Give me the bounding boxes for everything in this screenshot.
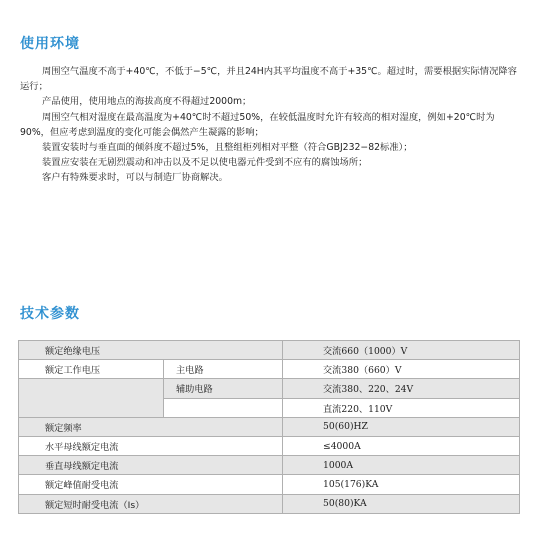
param-value: 交流660（1000）V [283, 341, 520, 360]
param-value: 50(60)HZ [283, 417, 520, 436]
param-value: 50(80)KA [283, 494, 520, 513]
section-title-environment: 使用环境 [20, 36, 80, 52]
param-value: 1000A [283, 456, 520, 475]
table-row [19, 436, 520, 455]
param-value: 直流220、110V [283, 398, 520, 417]
param-value: 105(176)KA [283, 475, 520, 494]
param-sublabel: 辅助电路 [164, 379, 283, 398]
section-title-tech-params: 技术参数 [20, 306, 80, 322]
param-sublabel-empty [164, 398, 283, 417]
param-label: 额定频率 [19, 417, 283, 436]
param-label: 额定短时耐受电流（Is） [19, 494, 283, 513]
param-label: 额定工作电压 [19, 360, 164, 379]
param-value: 交流380、220、24V [283, 379, 520, 398]
table-row [19, 456, 520, 475]
table-row [19, 360, 520, 379]
env-paragraph: 周围空气相对湿度在最高温度为+40℃时不超过50%，在较低温度时允许有较高的相对湿度，例如+20℃时为90%，但应考虑到温度的变化可能会偶然产生凝露的影响； [20, 111, 495, 138]
table-row [19, 341, 520, 360]
param-label: 垂直母线额定电流 [19, 456, 283, 475]
param-label: 水平母线额定电流 [19, 436, 283, 455]
table-row [19, 379, 520, 398]
env-paragraph: 客户有特殊要求时，可以与制造厂协商解决。 [42, 172, 228, 184]
param-sublabel: 主电路 [164, 360, 283, 379]
env-paragraph: 装置安装时与垂直面的倾斜度不超过5%，且整组柜列相对平整（符合GBJ232−82标准）； [42, 142, 413, 154]
param-value: 交流380（660）V [283, 360, 520, 379]
param-label: 额定峰值耐受电流 [19, 475, 283, 494]
tech-params-table [18, 340, 520, 514]
env-paragraph: 产品使用，使用地点的海拔高度不得超过2000m； [42, 96, 252, 108]
table-row [19, 475, 520, 494]
table-row [19, 494, 520, 513]
param-value: ≤4000A [283, 436, 520, 455]
env-paragraph: 装置应安装在无剧烈震动和冲击以及不足以使电器元件受到不应有的腐蚀场所； [42, 157, 368, 169]
env-paragraph: 周围空气温度不高于+40℃，不低于−5℃，并且24H内其平均温度不高于+35℃。超过时，需要根据实际情况降容运行； [20, 66, 517, 93]
param-label-empty [19, 379, 164, 417]
param-label: 额定绝缘电压 [19, 341, 283, 360]
table-row [19, 417, 520, 436]
environment-text [20, 64, 518, 186]
